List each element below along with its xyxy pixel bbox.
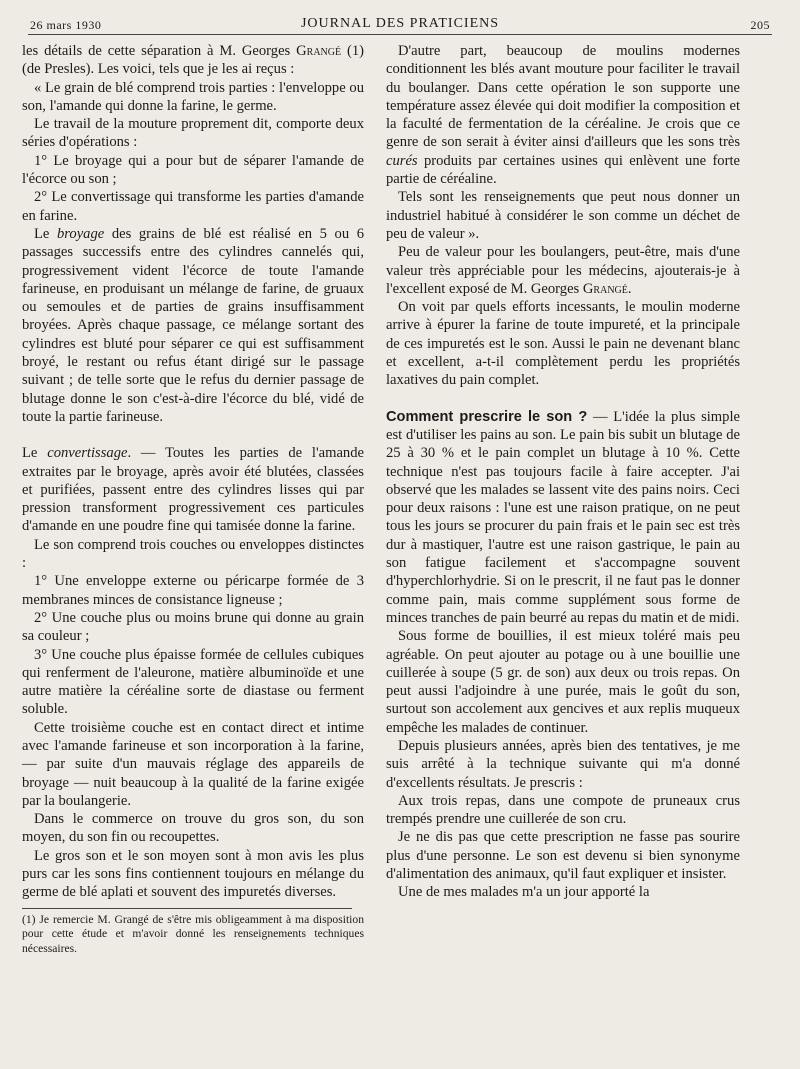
paragraph: Le travail de la mouture proprement dit, comporte deux séries d'opérations : xyxy=(22,116,364,151)
term: broyage xyxy=(56,225,105,242)
paragraph: 3° Une couche plus épaisse formée de cellules cubiques qui renferment de l'aleurone, matière albuminoïde et une autre matière la céréaline sorte de diastase ou ferment soluble. xyxy=(22,646,364,718)
term: curés xyxy=(386,152,418,169)
running-header xyxy=(30,14,770,36)
paragraph: Tels sont les renseignements que peut nous donner un industriel habitué à considérer le son comme un déchet de peu de valeur ». xyxy=(386,189,740,242)
paragraph: Dans le commerce on trouve du gros son, du son moyen, du son fin ou recoupettes. xyxy=(22,811,364,846)
paragraph: Sous forme de bouillies, il est mieux toléré mais peu agréable. On peut ajouter au potage ou à une bouillie une cuillerée à soupe (5 gr. de son) aux deux ou trois repas. On peut aussi l'adjoindre à une purée, mais le goût du son, surtout son accolement aux gencives et aux replis muqueux empêche les malades de continuer. xyxy=(386,628,740,736)
paragraph: Je ne dis pas que cette prescription ne fasse pas sourire plus d'une personne. Le son est devenu si bien synonyme d'alimentation des animaux, qu'il faut expliquer et insister. xyxy=(386,829,740,883)
paragraph: On voit par quels efforts incessants, le moulin moderne arrive à épurer la farine de toute impureté, et la principale de ces impuretés est le son. Aussi le pain ne devenant blanc et excellent, a-t-il complètement perdu les propriétés laxatives du pain complet. xyxy=(386,299,740,389)
paragraph: Le gros son et le son moyen sont à mon avis les plus purs car les sons fins contiennent toujours en mélange du germe de blé aplati et souvent des impuretés diverses. xyxy=(22,847,364,901)
section-heading: Comment prescrire le son ? xyxy=(386,408,588,425)
paragraph: Comment prescrire le son ? — L'idée la plus simple est d'utiliser les pains au son. Le pain bis subit un blutage de 25 à 30 % et le pain complet un blutage à 10 %. Cette technique n'est pas toujours facile à faire accepter. J'ai observé que les malades se lassent vite des pains noirs. Ceci pour deux raisons : l'une est une raison pratique, on ne peut tous les jours se procurer du pain frais et le pain sec est très dur à mastiquer, l'autre est une raison gastrique, le pain au son fatigue facilement et s'accompagne souvent d'hyperchlorhydrie. Si on le prescrit, il ne faut pas le donner comme pain, mais comme supplément sous forme de minces tranches de pain beurré au repas du matin et de midi. xyxy=(386,408,740,626)
left-column xyxy=(22,42,364,956)
issue-date: 26 mars 1930 xyxy=(30,18,102,32)
page-number: 205 xyxy=(750,18,770,32)
paragraph: Le convertissage. — Toutes les parties de l'amande extraites par le broyage, après avoir été blutées, classées et purifiées, passent entre des cylindres lisses qui par pression transforment progressivement ces particules d'amande en une poudre fine qui tamisée donne la farine. xyxy=(22,445,364,535)
paragraph: 1° Une enveloppe externe ou péricarpe formée de 3 membranes minces de consistance ligneuse ; xyxy=(22,573,364,608)
footnote: (1) Je remercie M. Grangé de s'être mis obligeamment à ma disposition pour cette étude et m'avoir donné les renseignements techniques nécessaires. xyxy=(22,912,364,955)
paragraph: 2° Une couche plus ou moins brune qui donne au grain sa couleur ; xyxy=(22,609,364,645)
author-name: Grangé xyxy=(296,43,342,59)
paragraph: les détails de cette séparation à M. Georges Grangé (1) (de Presles). Les voici, tels que je les ai reçus : xyxy=(22,43,364,78)
paragraph: Peu de valeur pour les boulangers, peut-être, mais d'une valeur très appréciable pour les médecins, ajouterais-je à l'excellent exposé de M. Georges Grangé. xyxy=(386,244,740,297)
right-column xyxy=(386,42,740,902)
paragraph: « Le grain de blé comprend trois parties : l'enveloppe ou son, l'amande qui donne la farine, le germe. xyxy=(22,79,364,114)
term: convertissage xyxy=(47,445,128,462)
paragraph: Une de mes malades m'a un jour apporté la xyxy=(398,884,650,901)
journal-title: JOURNAL DES PRATICIENS xyxy=(300,16,500,31)
paragraph: 1° Le broyage qui a pour but de séparer l'amande de l'écorce ou son ; xyxy=(22,152,364,188)
author-name: Grangé xyxy=(582,280,628,297)
paragraph: 2° Le convertissage qui transforme les parties d'amande en farine. xyxy=(22,189,364,224)
paragraph: Cette troisième couche est en contact direct et intime avec l'amande farineuse et son incorporation à la farine, — par suite d'un mauvais réglage des appareils de broyage — nuit beaucoup à la qualité de la farine exigée par la boulangerie. xyxy=(22,719,364,809)
paragraph: Depuis plusieurs années, après bien des tentatives, je me suis arrêté à la technique suivante qui m'a donné d'excellents résultats. Je prescris : xyxy=(386,737,740,791)
paragraph: Le son comprend trois couches ou enveloppes distinctes : xyxy=(22,536,364,572)
footnote-rule xyxy=(22,908,352,909)
paragraph: Aux trois repas, dans une compote de pruneaux crus trempés prendre une cuillerée de son cru. xyxy=(386,792,740,828)
paragraph: Le broyage des grains de blé est réalisé en 5 ou 6 passages successifs entre des cylindres cannelés qui, progressivement vident l'écorce de toute l'amande farineuse, en produisant un mélange de farine, de gruaux ou semoules et de parties de grains insuffisamment broyées. Après chaque passage, ce mélange sortant des cylindres est bluté pour séparer ce qui est suffisamment broyé, le restant ou refus étant dirigé sur le passage suivant ; de telle sorte que le refus du dernier passage de blutage donne le son c'est-à-dire l'écorce du blé, vidé de toute la partie farineuse. xyxy=(22,225,364,425)
paragraph: D'autre part, beaucoup de moulins modernes conditionnent les blés avant mouture pour faciliter le travail du boulanger. Dans cette opération le son supporte une température assez élevée qui doit modifier la composition et la faculté de fermentation de la céréaline. Je crois que ce genre de son serait à éviter ainsi d'ailleurs que les sons très curés produits par certaines usines qui enlèvent une forte partie de céréaline. xyxy=(386,43,740,188)
header-rule xyxy=(28,34,772,35)
